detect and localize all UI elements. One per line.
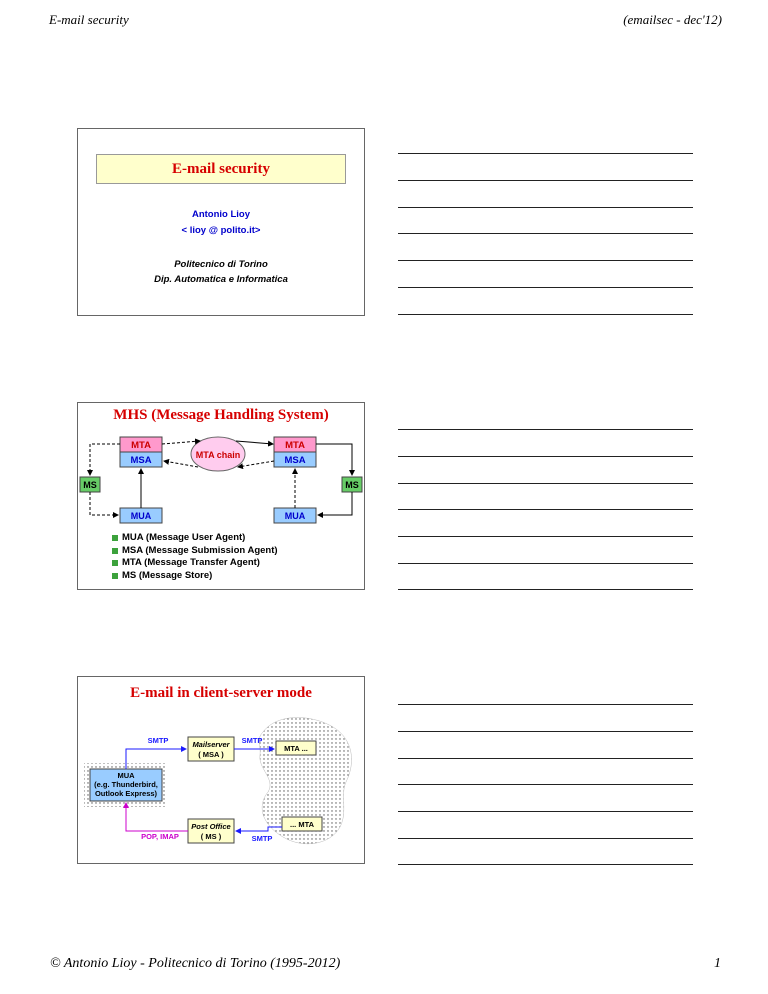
post-office-label: Post Office [191,822,231,831]
footer-copyright: © Antonio Lioy - Politecnico di Torino (1995-2012) [50,956,341,971]
institution: Politecnico di Torino [174,259,268,270]
mua-label: MUA [117,771,135,780]
bullet-mta: MTA (Message Transfer Agent) [112,557,278,570]
mhs-diagram [78,403,366,533]
slide-3 [77,676,365,864]
msa-left-label: MSA [130,455,152,466]
department: Dip. Automatica e Informatica [154,274,288,285]
author-email: < lioy @ polito.it> [181,225,261,236]
mta-left-label: MTA [131,440,151,451]
mua-example-2: Outlook Express) [94,789,158,798]
slide-3-title: E-mail in client-server mode [130,685,312,701]
mailserver-msa: ( MSA ) [198,750,224,759]
mua-right-label: MUA [284,511,306,521]
slide-1 [77,128,365,316]
author-name: Antonio Lioy [191,209,251,220]
mta-chain-label: MTA chain [195,450,241,460]
ms-right-label: MS [345,480,359,490]
msa-right-label: MSA [284,455,306,466]
mta-in-label: ... MTA [289,820,315,829]
header-right: (emailsec - dec'12) [623,12,722,27]
pop-imap-label: POP, IMAP [141,832,179,841]
smtp-submit-label: SMTP [147,736,169,745]
slide-1-title: E-mail security [96,154,346,184]
post-office-ms: ( MS ) [200,832,222,841]
page-number: 1 [714,956,721,971]
mta-out-label: MTA ... [284,744,308,753]
header-left: E-mail security [49,12,129,27]
client-server-diagram [78,677,366,865]
bullet-msa: MSA (Message Submission Agent) [112,545,278,558]
mua-example-1: (e.g. Thunderbird, [94,780,158,789]
mailserver-label: Mailserver [192,740,230,749]
mta-right-label: MTA [285,440,305,451]
bullet-ms: MS (Message Store) [112,570,278,583]
mhs-bullet-list [112,532,278,582]
smtp-deliver-label: SMTP [251,834,273,843]
slide-2 [77,402,365,590]
smtp-relay-label: SMTP [241,736,263,745]
ms-left-label: MS [83,480,97,490]
bullet-mua: MUA (Message User Agent) [112,532,278,545]
slide-2-title: MHS (Message Handling System) [113,407,329,423]
mua-left-label: MUA [130,511,152,521]
